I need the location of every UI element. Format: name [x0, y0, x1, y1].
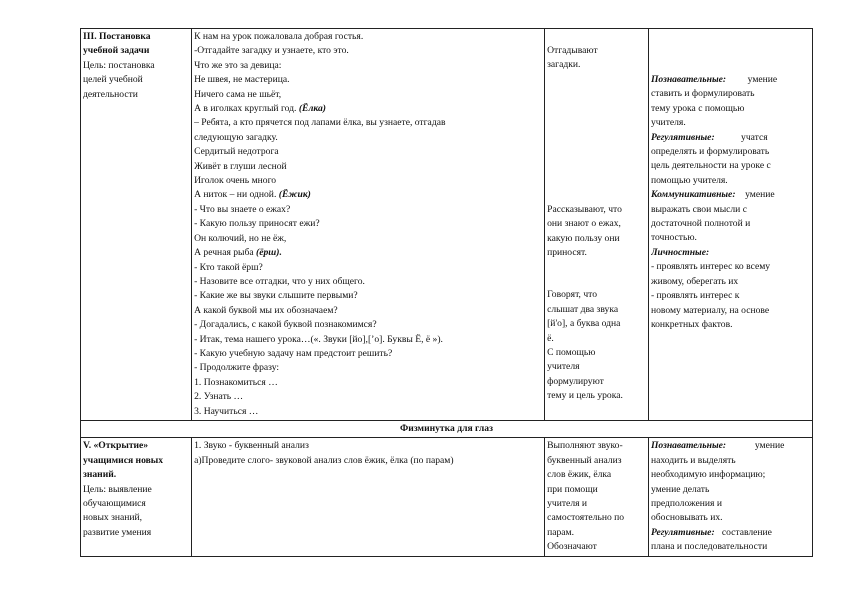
teacher-line: 1. Познакомиться … [194, 376, 278, 388]
students-line: слов ёжик, ёлка [547, 469, 612, 481]
stage-goal-line: деятельности [83, 88, 138, 100]
teacher-line: Не швея, не мастерица. [194, 74, 290, 86]
uud-text: тему урока с помощью [650, 102, 745, 114]
stage-5-teacher-cell [192, 438, 545, 556]
stage-title-line: учащимися новых [83, 454, 164, 466]
lesson-plan-table [80, 28, 813, 557]
teacher-line: - Что вы знаете о ежах? [194, 203, 291, 215]
teacher-line: - Догадались, с какой буквой познакомимся? [194, 319, 377, 331]
stage-goal-line: развитие умения [83, 526, 152, 538]
uud-text: предположения и [650, 498, 723, 509]
stage-3-row [81, 29, 813, 421]
students-line: тему и цель урока. [547, 390, 623, 402]
students-block-goal [547, 346, 646, 404]
teacher-line: А какой буквой мы их обозначаем? [194, 304, 338, 316]
students-line: Выполняют звуко- [547, 440, 623, 452]
teacher-line: - Какие же вы звуки слышите первыми? [194, 290, 358, 302]
teacher-line: - Продолжите фразу: [194, 362, 280, 374]
stage-5-title-cell [81, 438, 192, 556]
uud-text: - проявлять интерес ко всему [650, 261, 771, 273]
stage-goal-line: обучающимися [83, 498, 146, 509]
students-line: Обозначают [547, 541, 597, 553]
students-line: они знают о ежах, [547, 218, 621, 230]
stage-goal-line: Цель: постановка [83, 59, 155, 71]
riddle-answer: (Ёлка) [298, 103, 326, 115]
stage-5-students-cell [545, 438, 649, 556]
uud-text: умение [754, 440, 785, 452]
uud-text: новому материалу, на основе [650, 304, 770, 316]
lesson-plan-sheet [80, 28, 813, 557]
teacher-line: - Кто такой ёрш? [194, 261, 263, 273]
students-block-sounds [547, 288, 646, 346]
students-line: какую пользу они [547, 232, 620, 244]
teacher-line: следующую загадку. [194, 131, 278, 143]
uud-text: конкретных фактов. [650, 318, 733, 330]
uud-text: выражать свои мысли с [650, 203, 747, 215]
teacher-line: А ниток – ни одной. (Ёжик) [194, 189, 311, 201]
uud-block-personal [651, 246, 810, 332]
teacher-line: - Назовите все отгадки, что у них общего. [194, 275, 365, 287]
teacher-line: Сердитый недотрога [194, 146, 279, 158]
uud-block-regulative [651, 131, 810, 189]
students-block-riddles [547, 44, 646, 73]
uud-text: необходимую информацию; [650, 469, 766, 481]
teacher-line: Живёт в глуши лесной [194, 160, 287, 172]
uud-text: учителя. [650, 117, 686, 129]
stage-3-students-cell [545, 29, 649, 421]
uud-text: ставить и формулировать [650, 88, 755, 100]
uud-label: Регулятивные: [650, 131, 715, 143]
students-line: учителя [547, 361, 580, 373]
students-line: [й'о], а буква одна [547, 318, 621, 330]
teacher-line: А в иголках круглый год. (Ёлка) [194, 103, 326, 115]
uud-text: цель деятельности на уроке с [650, 160, 771, 172]
students-line: Говорят, что [547, 289, 598, 301]
teacher-line: 1. Звуко - буквенный анализ [194, 440, 309, 452]
uud-text: достаточной полнотой и [650, 218, 751, 230]
students-line: формулируют [547, 375, 604, 387]
teacher-line: Он колючий, но не ёж, [194, 232, 287, 244]
teacher-line: К нам на урок пожаловала добрая гостья. [194, 31, 364, 42]
uud-label: Познавательные: [650, 440, 727, 452]
riddle-answer: (ёрш). [256, 247, 282, 259]
stage-title-line: знаний. [83, 469, 117, 481]
teacher-line: А речная рыба (ёрш). [194, 247, 282, 259]
stage-goal-line: новых знаний, [83, 512, 143, 524]
uud-text: помощью учителя. [650, 174, 728, 186]
students-line: загадки. [547, 59, 581, 71]
students-line: слышат два звука [547, 303, 619, 315]
uud-text: точностью. [650, 232, 697, 244]
students-line: С помощью [547, 347, 596, 359]
stage-goal-line: Цель: выявление [83, 483, 152, 495]
uud-text: составление [721, 526, 772, 538]
teacher-line: - Какую пользу приносят ежи? [194, 218, 320, 230]
teacher-line: Ничего сама не шьёт, [194, 88, 282, 100]
students-line: буквенный анализ [547, 454, 622, 466]
uud-label: Личностные: [650, 246, 710, 258]
uud-text: находить и выделять [650, 454, 736, 466]
uud-text: - проявлять интерес к [650, 290, 740, 302]
students-line: парам. [547, 526, 575, 538]
uud-label: Коммуникативные: [650, 189, 736, 201]
uud-block-communicative [651, 188, 810, 246]
stage-title-line: V. «Открытие» [83, 440, 149, 452]
students-line: ё. [547, 332, 554, 344]
students-line: приносят. [547, 247, 587, 259]
students-line: Рассказывают, что [547, 203, 622, 215]
teacher-line: 3. Научиться … [194, 405, 259, 417]
stage-title-line: учебной задачи [83, 45, 150, 57]
uud-text: живому, оберегать их [650, 275, 739, 287]
students-line: при помощи [547, 483, 598, 495]
separator-cell: Физминутка для глаз [81, 420, 813, 437]
separator-row [81, 420, 813, 437]
uud-block-cognitive [651, 73, 810, 131]
stage-5-uud-cell [648, 438, 812, 556]
uud-text: плана и последовательности [650, 541, 768, 553]
teacher-line: Иголок очень много [194, 175, 277, 187]
stage-3-uud-cell [648, 29, 812, 421]
uud-label: Познавательные: [650, 74, 727, 85]
uud-text: умение [745, 189, 775, 201]
teacher-line: Что же это за девица: [194, 59, 282, 71]
students-line: Отгадывают [547, 45, 598, 56]
stage-3-teacher-cell [192, 29, 545, 421]
students-line: учителя и [547, 498, 588, 509]
stage-title-line: III. Постановка [83, 31, 151, 42]
teacher-line: -Отгадайте загадку и узнаете, кто это. [194, 45, 349, 57]
teacher-line: – Ребята, а кто прячется под лапами ёлка, вы узнаете, отгадав [194, 117, 446, 129]
students-block-hedgehogs [547, 203, 646, 261]
teacher-line: а)Проведите слого- звуковой анализ слов ёжик, ёлка (по парам) [194, 454, 454, 466]
riddle-answer: (Ёжик) [278, 189, 311, 201]
uud-text: умение делать [650, 483, 710, 495]
teacher-line: - Какую учебную задачу нам предстоит решить? [194, 347, 393, 359]
uud-text: учатся [741, 131, 768, 143]
teacher-line: - Итак, тема нашего урока…(«. Звуки [йо],[ʼо]. Буквы Ё, ё »). [194, 333, 443, 345]
uud-text: умение [747, 74, 778, 85]
uud-text: обосновывать их. [650, 512, 723, 524]
stage-5-row [81, 438, 813, 556]
students-line: самостоятельно по [547, 512, 625, 524]
stage-3-title-cell [81, 29, 192, 421]
uud-text: определять и формулировать [650, 146, 770, 158]
teacher-line: 2. Узнать … [194, 391, 244, 403]
stage-goal-line: целей учебной [83, 74, 143, 86]
uud-label: Регулятивные: [650, 526, 715, 538]
